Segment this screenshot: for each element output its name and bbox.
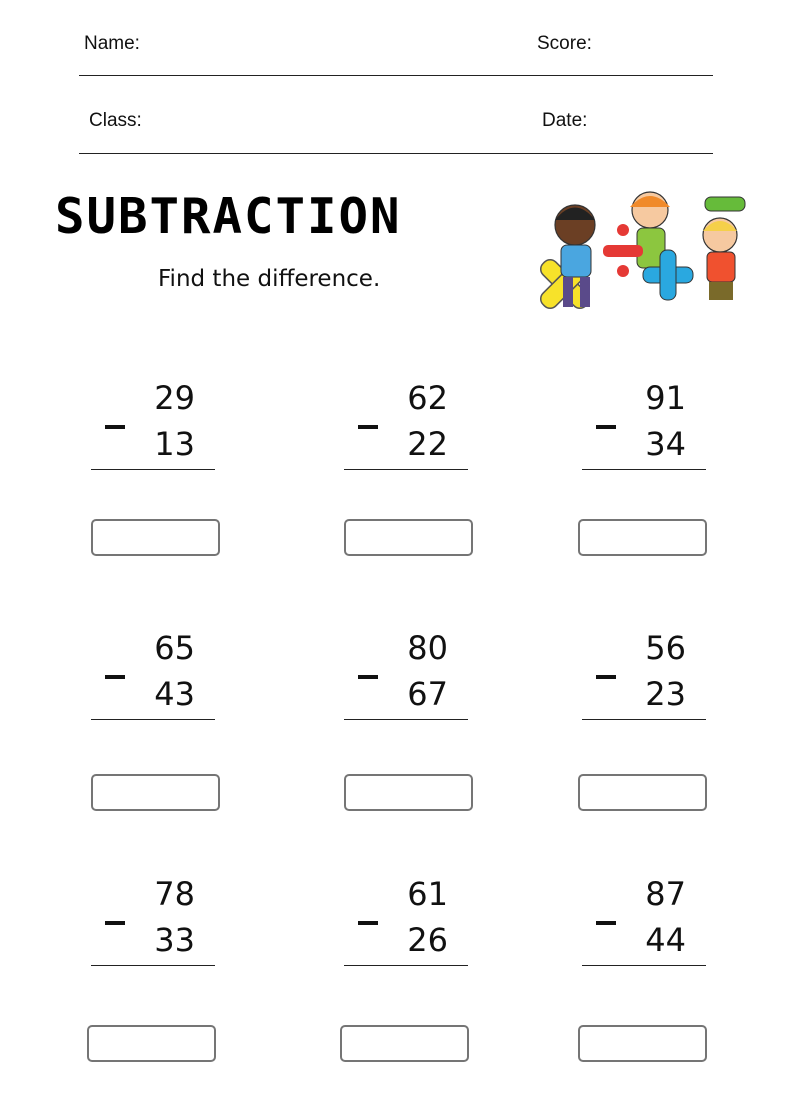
answer-rule xyxy=(91,965,215,966)
minuend: 80 xyxy=(407,629,448,667)
subtrahend: 67 xyxy=(407,675,448,713)
answer-box-6[interactable] xyxy=(578,774,707,811)
answer-rule xyxy=(344,719,468,720)
answer-rule xyxy=(344,469,468,470)
page-title: SUBTRACTION xyxy=(55,188,402,245)
answer-box-2[interactable] xyxy=(344,519,473,556)
problem-5 xyxy=(344,628,468,718)
answer-box-8[interactable] xyxy=(340,1025,469,1062)
instruction-text: Find the difference. xyxy=(158,266,381,292)
answer-rule xyxy=(582,469,706,470)
answer-box-5[interactable] xyxy=(344,774,473,811)
minus-sign xyxy=(596,921,616,925)
problem-7 xyxy=(91,874,215,964)
problem-4 xyxy=(91,628,215,718)
problem-8 xyxy=(344,874,468,964)
answer-box-4[interactable] xyxy=(91,774,220,811)
problem-9 xyxy=(582,874,706,964)
answer-rule xyxy=(344,965,468,966)
minus-sign xyxy=(596,425,616,429)
minus-sign xyxy=(596,675,616,679)
problem-2 xyxy=(344,378,468,468)
kid-boy-right-icon xyxy=(703,218,737,300)
name-score-line[interactable] xyxy=(79,75,713,76)
minuend: 62 xyxy=(407,379,448,417)
minuend: 65 xyxy=(154,629,195,667)
subtrahend: 34 xyxy=(645,425,686,463)
subtrahend: 13 xyxy=(154,425,195,463)
answer-box-7[interactable] xyxy=(87,1025,216,1062)
subtrahend: 23 xyxy=(645,675,686,713)
minus-symbol-icon xyxy=(705,197,745,211)
class-date-line[interactable] xyxy=(79,153,713,154)
subtrahend: 43 xyxy=(154,675,195,713)
minus-sign xyxy=(105,921,125,925)
minuend: 29 xyxy=(154,379,195,417)
name-label: Name: xyxy=(84,33,140,54)
problem-3 xyxy=(582,378,706,468)
subtrahend: 44 xyxy=(645,921,686,959)
subtrahend: 33 xyxy=(154,921,195,959)
problem-1 xyxy=(91,378,215,468)
minus-sign xyxy=(105,425,125,429)
minus-sign xyxy=(358,675,378,679)
answer-rule xyxy=(91,719,215,720)
answer-box-9[interactable] xyxy=(578,1025,707,1062)
answer-rule xyxy=(91,469,215,470)
answer-rule xyxy=(582,719,706,720)
minus-sign xyxy=(105,675,125,679)
minuend: 61 xyxy=(407,875,448,913)
problem-6 xyxy=(582,628,706,718)
date-label: Date: xyxy=(542,110,588,131)
score-label: Score: xyxy=(537,33,592,54)
minuend: 91 xyxy=(645,379,686,417)
answer-box-1[interactable] xyxy=(91,519,220,556)
kids-with-math-symbols-illustration xyxy=(525,185,760,350)
minuend: 78 xyxy=(154,875,195,913)
minuend: 56 xyxy=(645,629,686,667)
class-label: Class: xyxy=(89,110,142,131)
subtrahend: 26 xyxy=(407,921,448,959)
answer-box-3[interactable] xyxy=(578,519,707,556)
minuend: 87 xyxy=(645,875,686,913)
minus-sign xyxy=(358,921,378,925)
subtrahend: 22 xyxy=(407,425,448,463)
answer-rule xyxy=(582,965,706,966)
minus-sign xyxy=(358,425,378,429)
